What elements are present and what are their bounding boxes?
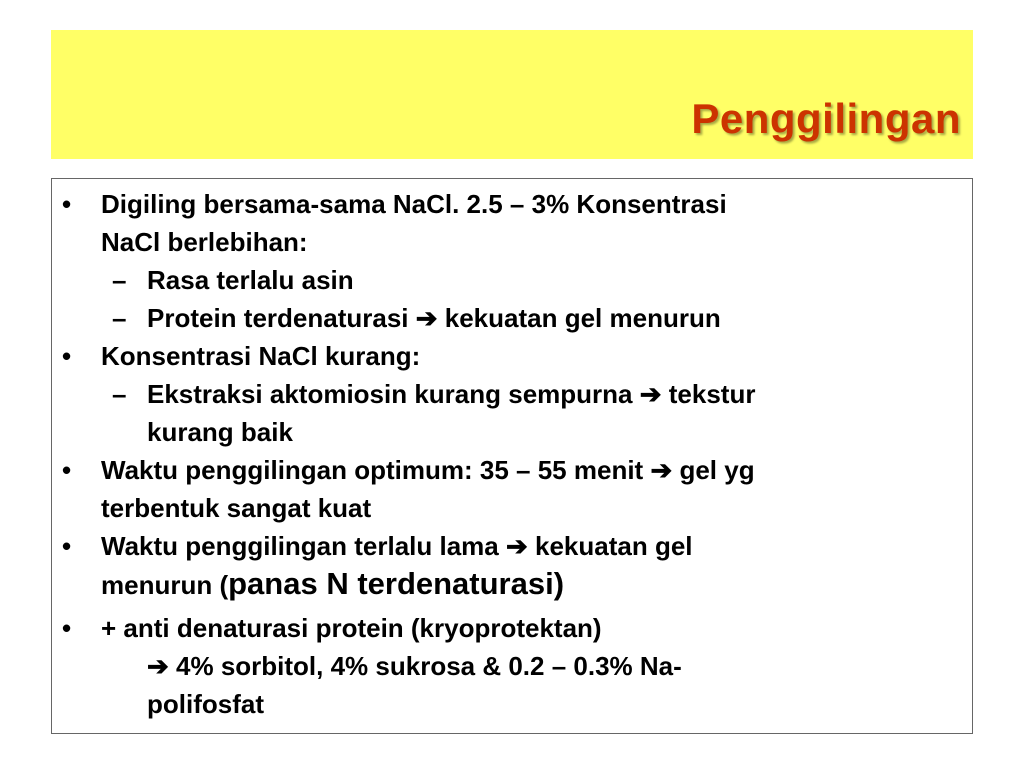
arrow-icon: ➔ <box>505 531 528 561</box>
sub-1-2 <box>147 303 721 333</box>
bullet-4-post: kekuatan gel <box>527 531 693 561</box>
bullet-3-line-2: terbentuk sangat kuat <box>101 493 372 523</box>
bullet-4-line2-big: panas N terdenaturasi) <box>228 566 565 601</box>
sub-2-1-pre: Ekstraksi aktomiosin kurang sempurna <box>147 379 640 409</box>
bullet-marker: • <box>62 613 72 643</box>
bullet-marker: • <box>62 455 72 485</box>
bullet-3-line-1 <box>101 455 755 485</box>
bullet-marker: • <box>62 189 72 219</box>
title-banner <box>51 30 973 159</box>
arrow-icon: ➔ <box>415 303 438 333</box>
bullet-4-line2-pre: menurun ( <box>101 570 229 600</box>
bullet-5-cont-post: 4% sorbitol, 4% sukrosa & 0.2 – 0.3% Na- <box>168 651 682 681</box>
sub-2-1-post: tekstur <box>661 379 756 409</box>
sub-1-2-post: kekuatan gel menurun <box>437 303 721 333</box>
bullet-marker: • <box>62 531 72 561</box>
bullet-3-pre: Waktu penggilingan optimum: 35 – 55 menit <box>101 455 651 485</box>
bullet-2-line-1: Konsentrasi NaCl kurang: <box>101 341 421 371</box>
bullet-5-line-3: polifosfat <box>147 689 264 719</box>
dash-marker: – <box>112 303 127 333</box>
dash-marker: – <box>112 379 127 409</box>
bullet-1-line-1: Digiling bersama-sama NaCl. 2.5 – 3% Konsentrasi <box>101 189 727 219</box>
arrow-icon: ➔ <box>639 379 662 409</box>
bullet-marker: • <box>62 341 72 371</box>
bullet-5-line-2 <box>147 651 682 681</box>
sub-1-1: Rasa terlalu asin <box>147 265 354 295</box>
slide-title: Penggilingan <box>691 95 961 142</box>
sub-1-2-pre: Protein terdenaturasi <box>147 303 416 333</box>
content-box <box>51 178 973 734</box>
dash-marker: – <box>112 265 127 295</box>
bullet-4-line-2 <box>101 566 565 601</box>
bullet-4-pre: Waktu penggilingan terlalu lama <box>101 531 506 561</box>
bullet-4-line-1 <box>101 531 693 561</box>
sub-2-1-line-2: kurang baik <box>147 417 293 447</box>
bullet-5-line-1: + anti denaturasi protein (kryoprotektan) <box>101 613 602 643</box>
arrow-icon: ➔ <box>147 651 169 681</box>
arrow-icon: ➔ <box>650 455 673 485</box>
bullet-1-line-2: NaCl berlebihan: <box>101 227 308 257</box>
bullet-3-post: gel yg <box>672 455 755 485</box>
sub-2-1-line-1 <box>147 379 755 409</box>
